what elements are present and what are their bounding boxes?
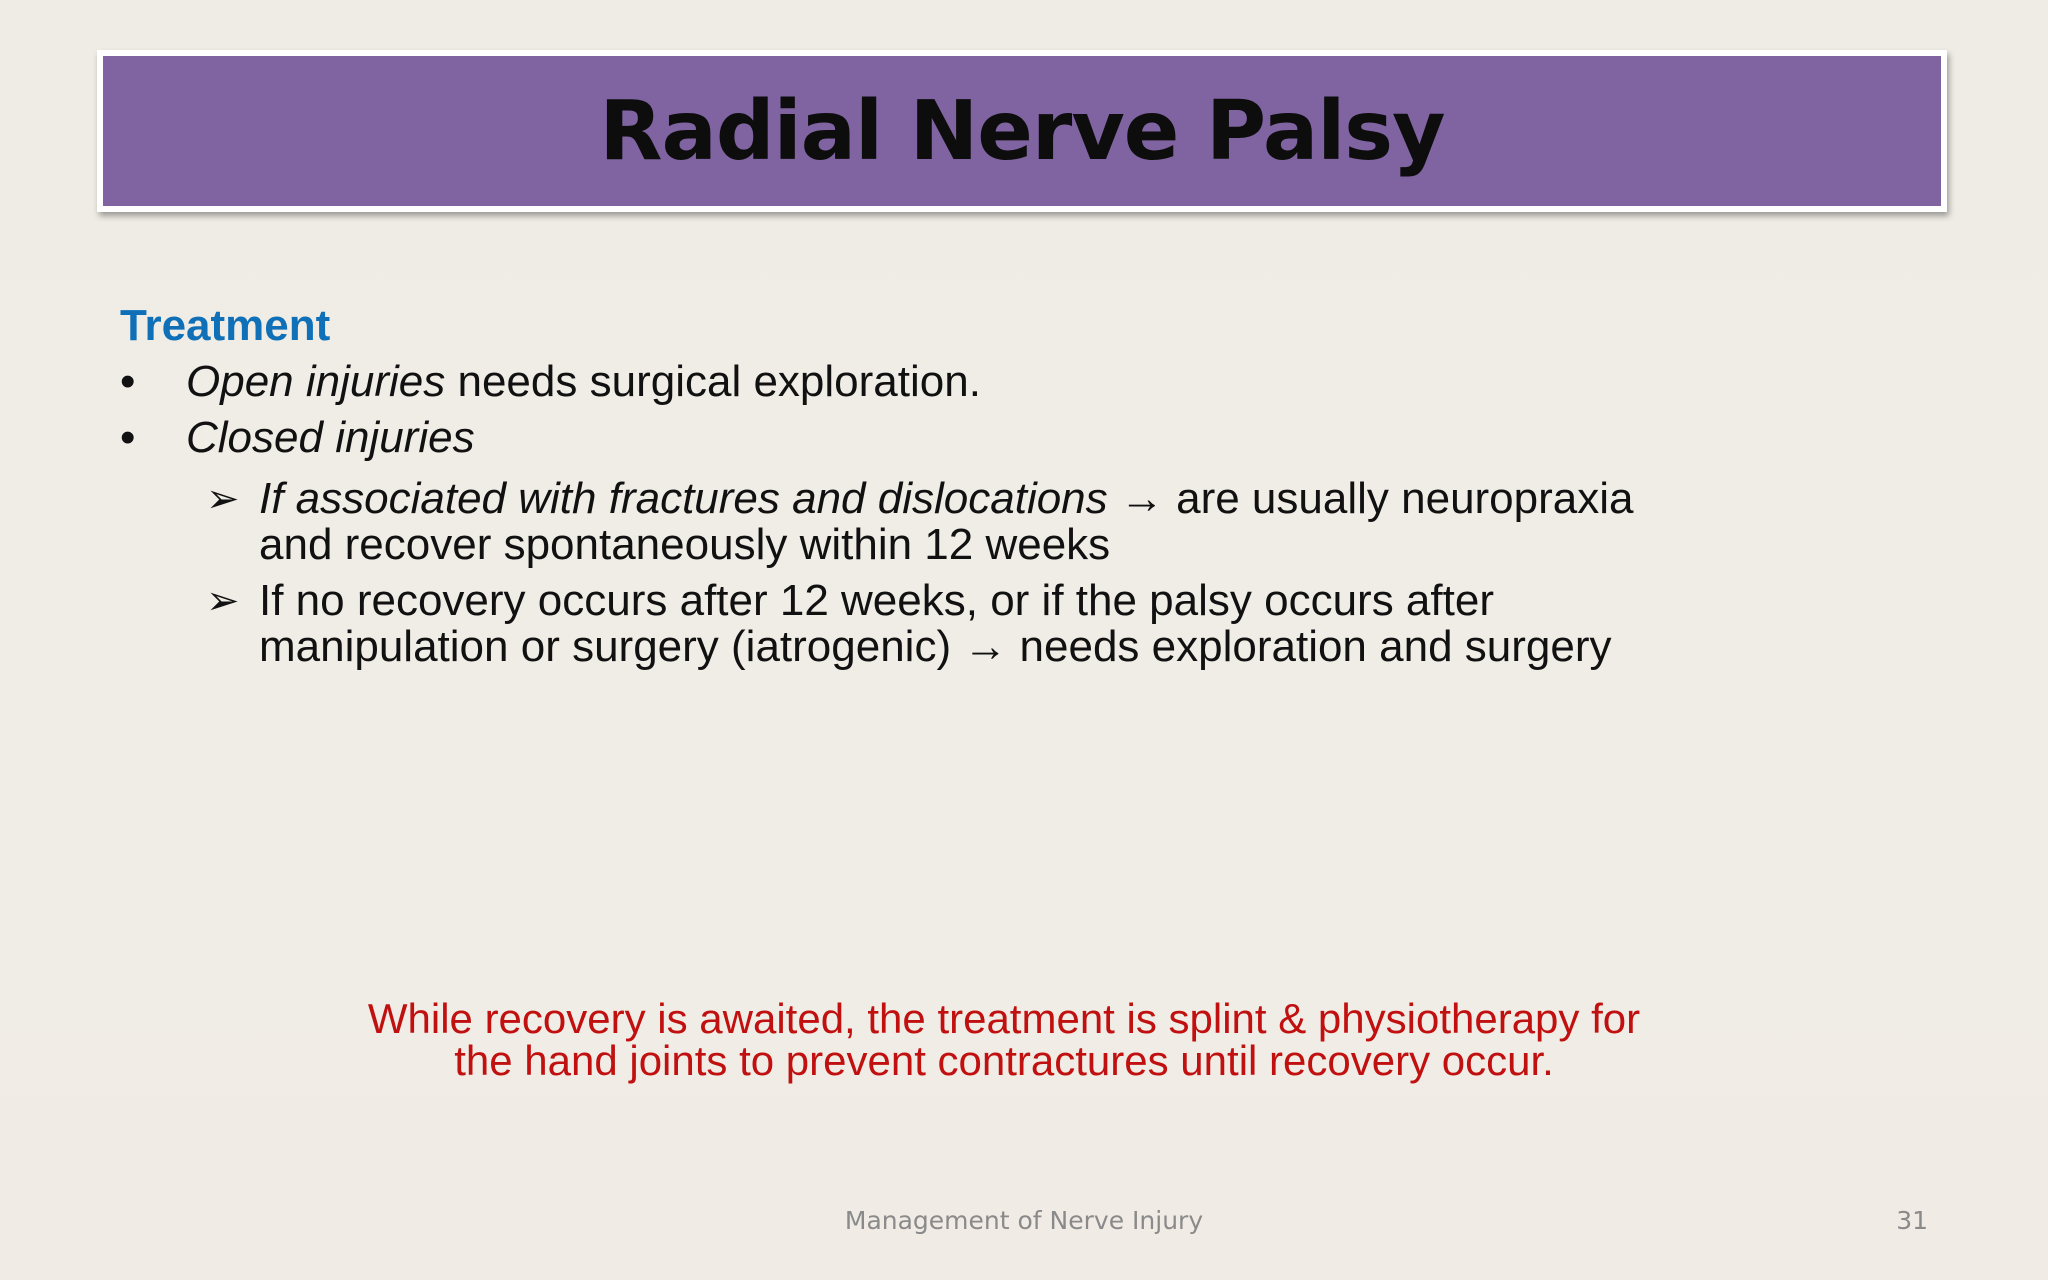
sub-bullet-line: manipulation or surgery (iatrogenic) → needs exploration and surgery <box>259 622 1612 671</box>
sub-bullet-italic: If associated with fractures and dislocations <box>259 474 1120 523</box>
bullet-item-closed-injuries <box>120 410 1880 466</box>
bullet-text: needs surgical exploration. <box>445 357 981 406</box>
arrowhead-bullet-icon: ➢ <box>206 579 240 623</box>
sub-bullet-fractures <box>120 476 1880 568</box>
sub-bullet-line <box>259 578 1880 624</box>
bullet-dot-icon: • <box>120 413 136 462</box>
page-number: 31 <box>1896 1206 1928 1235</box>
bullet-item-open-injuries <box>120 354 1880 410</box>
title-bar <box>103 56 1941 206</box>
sub-bullet-no-recovery <box>120 578 1880 670</box>
bullet-italic: Open injuries <box>186 357 446 406</box>
bullet-dot-icon: • <box>120 357 136 406</box>
title-frame <box>97 50 1947 212</box>
arrowhead-bullet-icon: ➢ <box>206 477 240 521</box>
bullet-italic: Closed injuries <box>186 413 475 462</box>
recovery-note <box>0 995 2008 1084</box>
note-line-1: While recovery is awaited, the treatment is splint & physiotherapy for <box>367 995 1641 1042</box>
sub-bullet-text: If no recovery occurs after 12 weeks, or if the palsy occurs after <box>259 576 1494 625</box>
footer-text: Management of Nerve Injury <box>844 1206 1204 1235</box>
sub-bullet-line: and recover spontaneously within 12 weeks <box>259 520 1111 569</box>
sub-bullet-line <box>259 476 1880 522</box>
slide-title: Radial Nerve Palsy <box>599 83 1445 179</box>
note-line-2: the hand joints to prevent contractures until recovery occur. <box>454 1037 1554 1084</box>
slide-content <box>120 298 1880 670</box>
sub-bullet-text: → are usually neuropraxia <box>1119 474 1634 523</box>
section-heading: Treatment <box>120 301 331 350</box>
